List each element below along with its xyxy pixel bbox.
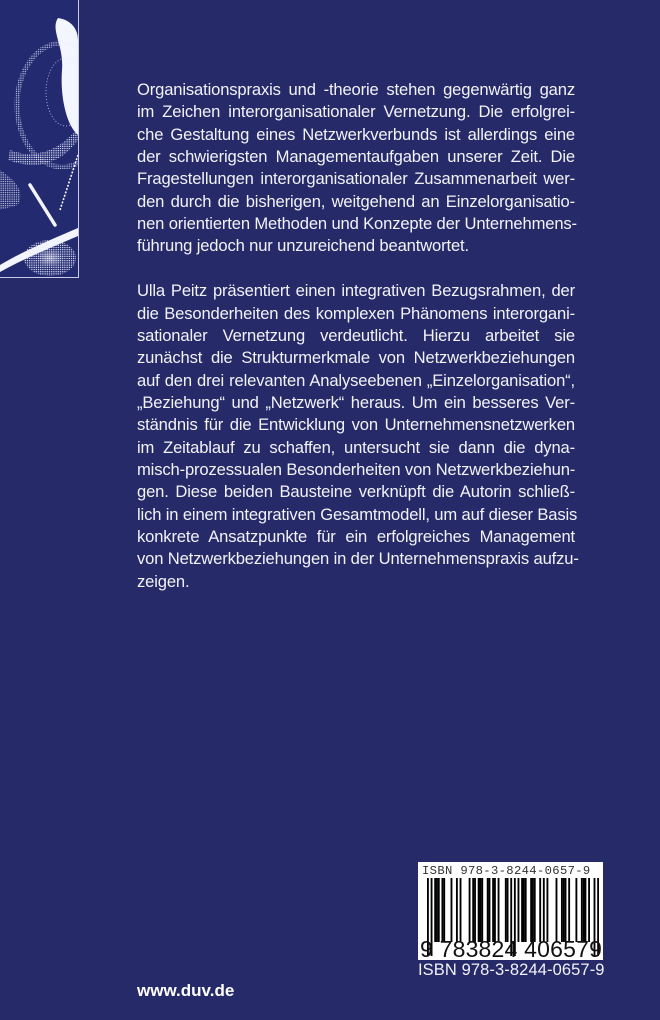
blurb-line: „Beziehung“ und „Netzwerk“ heraus. Um ein besseres Ver- xyxy=(137,392,575,412)
blurb-line: zunächst die Strukturmerkmale von Netzwerkbeziehungen xyxy=(137,348,575,368)
blurb-line: zeigen. xyxy=(137,571,190,591)
blurb-line: Fragestellungen interorganisationaler Zusammenarbeit wer- xyxy=(137,169,575,189)
blurb-line: Ulla Peitz präsentiert einen integrativen Bezugsrahmen, der xyxy=(137,281,575,301)
blurb-line: den durch die bisherigen, weitgehend an Einzelorganisatio- xyxy=(137,191,575,211)
blurb-line: von Netzwerkbeziehungen in der Unternehmenspraxis aufzu- xyxy=(137,549,579,569)
blurb-line: sationaler Vernetzung verdeutlicht. Hierzu arbeitet sie xyxy=(137,325,575,345)
blurb-line: lich in einem integrativen Gesamtmodell, um auf dieser Basis xyxy=(137,504,578,524)
blurb-line: ständnis für die Entwicklung von Unternehmensnetzwerken xyxy=(137,415,575,435)
back-cover-blurb xyxy=(137,79,579,593)
publisher-url-link[interactable]: www.duv.de xyxy=(137,981,235,1000)
blurb-line: Organisationspraxis und -theorie stehen gegenwärtig ganz xyxy=(137,80,575,99)
isbn-barcode xyxy=(418,862,603,960)
halftone-portrait-photo-icon xyxy=(0,0,78,277)
blurb-line: konkrete Ansatzpunkte für ein erfolgreiches Management xyxy=(137,527,575,547)
blurb-line: der schwierigsten Managementaufgaben unserer Zeit. Die xyxy=(137,147,575,167)
blurb-paragraph-1 xyxy=(137,79,575,258)
blurb-line: im Zeitablauf zu schaffen, untersucht sie dann die dyna- xyxy=(137,437,575,457)
blurb-line: führung jedoch nur unzureichend beantwortet. xyxy=(137,236,469,256)
blurb-line: die Besonderheiten des komplexen Phänomens interorgani- xyxy=(137,303,575,323)
blurb-line: misch-prozessualen Besonderheiten von Netzwerkbeziehun- xyxy=(137,460,576,479)
blurb-paragraph-2 xyxy=(137,280,579,593)
blurb-line: im Zeichen interorganisationaler Vernetzung. Die erfolgrei- xyxy=(137,102,575,122)
blurb-line: gen. Diese beiden Bausteine verknüpft die Autorin schließ- xyxy=(137,482,575,502)
barcode-isbn-label: ISBN 978-3-8244-0657-9 xyxy=(422,864,591,878)
cover-photo xyxy=(0,0,79,278)
blurb-line: auf den drei relevanten Analyseebenen „Einzelorganisation“, xyxy=(137,370,575,390)
blurb-line: nen orientierten Methoden und Konzepte der Unternehmens- xyxy=(137,214,577,234)
blurb-line: che Gestaltung eines Netzwerkverbunds ist allerdings eine xyxy=(137,124,575,144)
isbn-caption: ISBN 978-3-8244-0657-9 xyxy=(418,961,605,979)
barcode-digits: 9 783824 406579 xyxy=(420,936,603,962)
